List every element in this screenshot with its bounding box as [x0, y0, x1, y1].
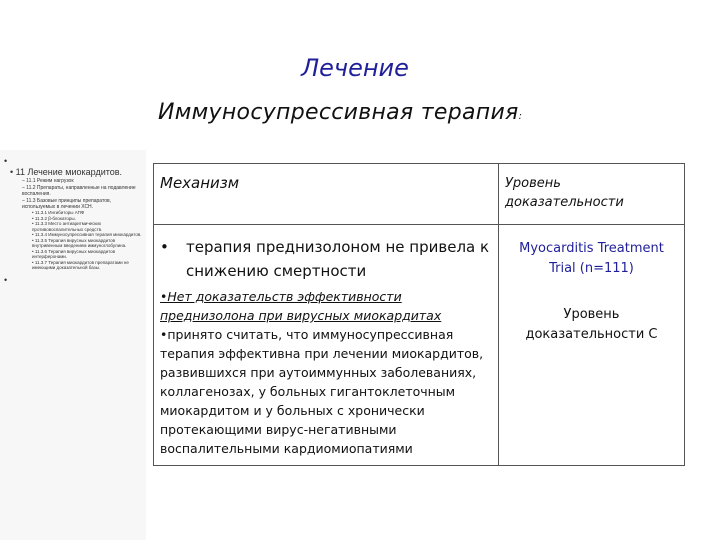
table-header-row [154, 164, 685, 225]
sidebar-subsub-item: • 11.3.7 Терапия миокардитов препаратами не имеющими доказательной базы. [32, 259, 129, 270]
sidebar-subsub-item: • 11.3.5 Терапия вирусных миокардитов внутривенным введением иммуноглобулина. [32, 237, 127, 248]
mechanism-headline [160, 235, 492, 283]
level-cell [499, 225, 685, 466]
mechanism-body [160, 287, 492, 458]
sidebar-bullet-bottom: • [4, 274, 8, 285]
subtitle-text: Иммуносупрессивная терапия [158, 100, 519, 125]
sidebar-subsub-item: • 11.3.6 Терапия вирусных миокардитов интерферонами. [32, 248, 116, 259]
mechanism-note-2: •принято считать, что иммуносупрессивная терапия эффективна при лечении миокардитов, развившихся при аутоиммунных заболеваниях, коллагенозах, у больных гигантоклеточным миокардитом и у больных с хронически протекающими вирус-негативными воспалительными кардиомиопатиями [160, 327, 484, 456]
sidebar-subsub-item: • 11.3.1 Ингибиторы АПФ [32, 210, 85, 215]
sidebar-outline [0, 150, 146, 540]
mechanism-cell [154, 225, 499, 466]
level-trial: Myocarditis Treatment Trial (n=111) [519, 241, 664, 276]
mechanism-bullet: • [160, 238, 169, 256]
slide-subtitle [158, 100, 578, 125]
header-level: Уровень доказательности [499, 164, 685, 225]
sidebar-bullet-top: • [4, 156, 8, 166]
level-value: Уровень доказательности С [525, 307, 658, 342]
sidebar-sub-item: – 11.1 Режим нагрузок [22, 178, 74, 184]
sidebar-sub-item: – 11.3 Базовые принципы препаратов, используемых в лечении ХСН. [22, 198, 112, 210]
subtitle-colon: : [518, 111, 523, 122]
sidebar-main-item: • 11 Лечение миокардитов. [10, 167, 123, 177]
sidebar-subsub-item: • 11.3.2 β-блокаторы. [32, 215, 76, 221]
mechanism-note-1: •Нет доказательств эффективности преднизолона при вирусных миокардитах [160, 289, 442, 323]
mechanism-headline-text: терапия преднизолоном не привела к снижению смертности [186, 238, 490, 280]
sidebar-sub-item: – 11.2 Препараты, направленные на подавление воспаления. [22, 185, 136, 197]
table-row [154, 225, 685, 466]
evidence-table [153, 163, 685, 466]
header-mechanism: Механизм [154, 164, 499, 225]
sidebar-subsub-item: • 11.3.4 Иммуносупрессивная терапия миокардитов. [32, 232, 142, 237]
sidebar-subsub-item: • 11.3.3 Место антиаритмических противовоспалительных средств. [32, 221, 103, 232]
slide-title: Лечение [301, 54, 409, 82]
